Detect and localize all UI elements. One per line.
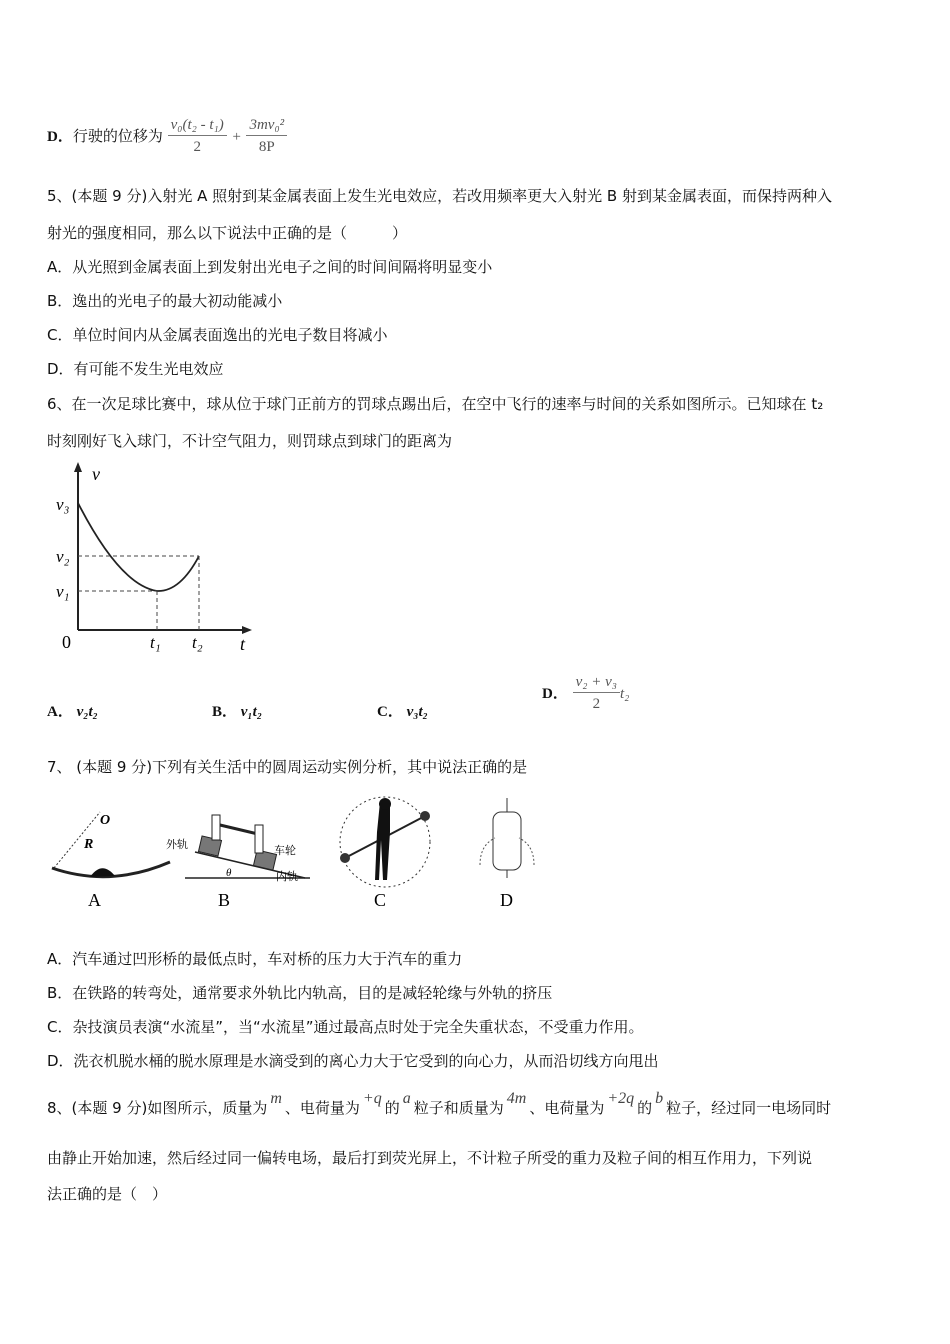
text: 粒子和质量为 <box>413 1099 504 1117</box>
option-label: D． <box>542 686 568 702</box>
q5-option-c: C．单位时间内从金属表面逸出的光电子数目将减小 <box>47 326 388 344</box>
q7-stem: 7、 (本题 9 分)下列有关生活中的圆周运动实例分析，其中说法正确的是 <box>47 758 528 776</box>
figure-a-concave-bridge <box>52 812 170 910</box>
q6-stem-line1: 6、在一次足球比赛中，球从位于球门正前方的罚球点踢出后，在空中飞行的速率与时间的关系如图所示。已知球在 t₂ <box>47 395 824 413</box>
q5-stem-line2: 射光的强度相同，那么以下说法中正确的是（ ） <box>47 224 408 242</box>
v1-label: v₁ <box>56 582 70 601</box>
t1-label: t₁ <box>150 633 161 652</box>
q6-stem-line2: 时刻刚好飞入球门，不计空气阻力，则罚球点到球门的距离为 <box>47 432 453 450</box>
svg-text:外轨: 外轨 <box>166 839 188 851</box>
v2-label: v₂ <box>56 547 70 566</box>
text: 、电荷量为 <box>529 1099 605 1117</box>
circular-motion-figures <box>40 790 560 920</box>
figure-b-rail-curve <box>166 815 310 910</box>
v-axis-arrow <box>74 462 82 472</box>
q5-option-b: B．逸出的光电子的最大初动能减小 <box>47 292 283 310</box>
svg-text:O: O <box>100 813 111 828</box>
v-axis-label: v <box>92 464 100 484</box>
denominator: 2 <box>193 139 201 155</box>
q6-option-a <box>47 700 98 721</box>
formula-tail: t₂ <box>620 686 630 702</box>
svg-text:车轮: 车轮 <box>274 845 296 857</box>
t-axis-label: t <box>240 634 246 654</box>
math-4m: 4m <box>506 1090 527 1107</box>
formula-fraction-1 <box>168 115 227 158</box>
q8-stem-line2: 由静止开始加速，然后经过同一偏转电场，最后打到荧光屏上，不计粒子所受的重力及粒子间的相互作用力，下列说 <box>47 1149 813 1167</box>
figure-c-water-meteor <box>340 797 430 910</box>
math-a: a <box>402 1090 411 1107</box>
velocity-time-graph <box>40 460 300 660</box>
v3-label: v₃ <box>56 495 70 514</box>
math-m: m <box>270 1090 282 1107</box>
option-text: v₂t₂ <box>76 704 98 720</box>
text: 的 <box>637 1099 653 1117</box>
plus-sign: + <box>231 129 242 145</box>
numerator: v₀(t₂ - t₁) <box>168 115 227 136</box>
q7-option-c: C．杂技演员表演“水流星”，当“水流星”通过最高点时处于完全失重状态，不受重力作用。 <box>47 1018 644 1036</box>
q7-option-d: D．洗衣机脱水桶的脱水原理是水滴受到的离心力大于它受到的向心力，从而沿切线方向甩出 <box>47 1052 659 1070</box>
q8-stem-line3: 法正确的是（ ） <box>47 1185 168 1203</box>
q7-option-a: A．汽车通过凹形桥的最低点时，车对桥的压力大于汽车的重力 <box>47 950 463 968</box>
svg-text:B: B <box>218 890 231 910</box>
math-2q: +2q <box>607 1090 635 1107</box>
denominator: 2 <box>592 696 601 712</box>
svg-text:A: A <box>88 890 101 910</box>
option-text: v₁t₂ <box>240 704 263 720</box>
numerator: 3mv₀² <box>246 115 287 136</box>
option-text: 行驶的位移为 <box>72 127 163 145</box>
origin-label: 0 <box>62 632 71 652</box>
figure-d-spin-dryer <box>480 798 534 910</box>
svg-text:θ: θ <box>226 867 232 879</box>
formula-fraction-2 <box>246 115 287 158</box>
q6-option-d <box>542 672 629 715</box>
q6-option-b <box>212 700 262 721</box>
option-label: C． <box>377 704 403 720</box>
formula-fraction <box>573 672 620 715</box>
speed-curve <box>78 503 199 591</box>
q5-stem-line1: 5、(本题 9 分)入射光 A 照射到某金属表面上发生光电效应，若改用频率更大入射光 B 射到某金属表面，而保持两种入 <box>47 187 832 205</box>
t2-label: t₂ <box>192 633 203 652</box>
t-axis-arrow <box>242 626 252 634</box>
q7-option-b: B．在铁路的转弯处，通常要求外轨比内轨高，目的是减轻轮缘与外轨的挤压 <box>47 984 553 1002</box>
q6-option-c <box>377 700 428 721</box>
text: 8、(本题 9 分)如图所示，质量为 <box>47 1099 268 1117</box>
math-q: +q <box>362 1090 382 1107</box>
q5-option-d: D．有可能不发生光电效应 <box>47 360 224 378</box>
option-text: v₃t₂ <box>406 704 428 720</box>
option-label: B． <box>212 704 238 720</box>
q4-option-d <box>47 115 287 158</box>
denominator: 8P <box>258 139 275 155</box>
option-label: A． <box>47 704 73 720</box>
svg-text:R: R <box>84 837 94 852</box>
option-label: D． <box>47 129 73 145</box>
svg-text:C: C <box>374 890 387 910</box>
text: 粒子，经过同一电场同时 <box>666 1099 832 1117</box>
q5-option-a: A．从光照到金属表面上到发射出光电子之间的时间间隔将明显变小 <box>47 258 493 276</box>
svg-text:内轨: 内轨 <box>276 871 298 883</box>
math-b: b <box>655 1090 664 1107</box>
text: 、电荷量为 <box>284 1099 360 1117</box>
svg-text:D: D <box>500 890 513 910</box>
q8-stem-line1 <box>47 1090 832 1119</box>
text: 的 <box>384 1099 400 1117</box>
numerator: v₂ + v₃ <box>573 672 620 693</box>
